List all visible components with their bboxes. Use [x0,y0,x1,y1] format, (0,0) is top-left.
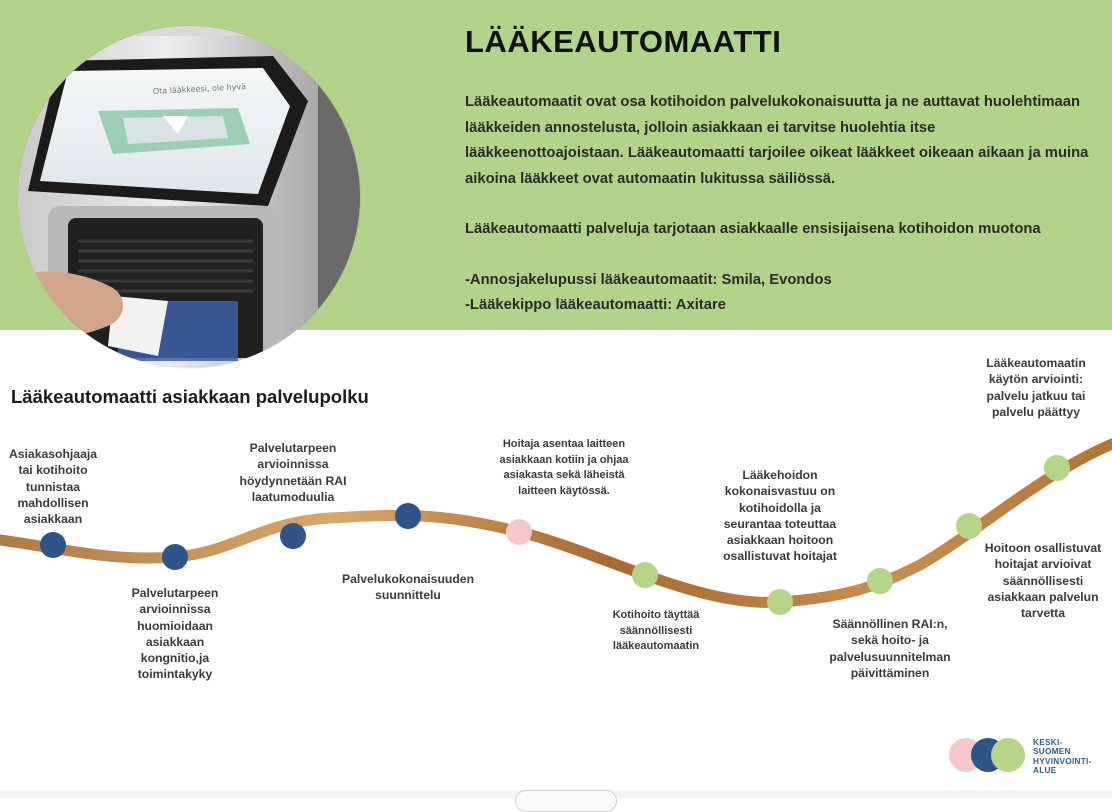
page-title: LÄÄKEAUTOMAATTI [465,24,782,59]
medicine-dispenser-photo [18,26,360,368]
intro-text [465,90,1095,319]
step-6-dot [632,562,658,588]
step-9-dot [956,513,982,539]
step-8-label: Säännöllinen RAI:n, sekä hoito- ja palvelusuunnitelman päivittäminen [829,617,951,680]
logo-line-2: SUOMEN [1033,747,1071,757]
service-path-title: Lääkeautomaatti asiakkaan palvelupolku [11,386,369,407]
intro-paragraph-2: Lääkeautomaatti palveluja tarjotaan asiakkaalle ensisijaisena kotihoidon muotona [465,221,1041,237]
step-5-label: Hoitaja asentaa laitteen asiakkaan kotiin ja ohjaa asiakasta sekä läheistä laitteen käytössä. [499,438,629,497]
intro-item-2: -Lääkekippo lääkeautomaatti: Axitare [465,297,726,313]
step-5-dot [506,519,532,545]
step-3-label: Palvelutarpeen arvioinnissa höydynnetään RAI laatumoduulia [239,441,347,504]
scroll-handle[interactable] [515,790,617,812]
intro-item-1: -Annosjakelupussi lääkeautomaatit: Smila, Evondos [465,271,832,288]
organization-logo-icon [946,735,1030,775]
step-4-dot [395,503,421,529]
step-3-dot [280,523,306,549]
logo-line-3: HYVINVOINTI- [1033,756,1092,766]
logo-line-4: ALUE [1033,765,1057,775]
organization-logo-text [1033,738,1092,775]
intro-paragraph-1: Lääkeautomaatit ovat osa kotihoidon palvelukokonaisuutta ja ne auttavat huolehtimaan lääkkeiden annostelusta, jolloin asiakkaan ei tarvitse huolehtia itse lääkkeenottoajoistaan. Lääkeautomaatti tarjoilee oikeat lääkkeet oikeaan aikaan ja muina aikoina lääkkeet ovat automaatin lukitussa säiliössä. [465,94,1089,187]
step-1-dot [40,532,66,558]
step-2-label: Palvelutarpeen arvioinnissa huomioidaan asiakkaan kongnitio,ja toimintakyky [131,586,219,682]
logo-line-1: KESKI- [1033,738,1063,747]
step-10-label: Lääkeautomaatin käytön arviointi: palvelu jatkuu tai palvelu päättyy [986,356,1086,419]
screen-text: Ota lääkkeesi, ole hyvä [152,82,247,96]
step-1-label: Asiakasohjaaja tai kotihoito tunnistaa mahdollisen asiakkaan [8,447,98,527]
step-2-dot [162,544,188,570]
step-10-dot [1044,455,1070,481]
step-4-label: Palvelukokonaisuuden suunnittelu [341,572,475,603]
step-7-dot [767,589,793,615]
step-8-dot [867,568,893,594]
step-7-label: Lääkehoidon kokonaisvastuu on kotihoidolla ja seurantaa toteuttaa asiakkaan hoitoon osallistuvat hoitajat [723,468,837,564]
step-6-label: Kotihoito täyttää säännöllisesti lääkeautomaatin [612,609,700,652]
step-9-label: Hoitoon osallistuvat hoitajat arvioivat säännöllisesti asiakkaan palvelun tarvetta [984,541,1102,621]
